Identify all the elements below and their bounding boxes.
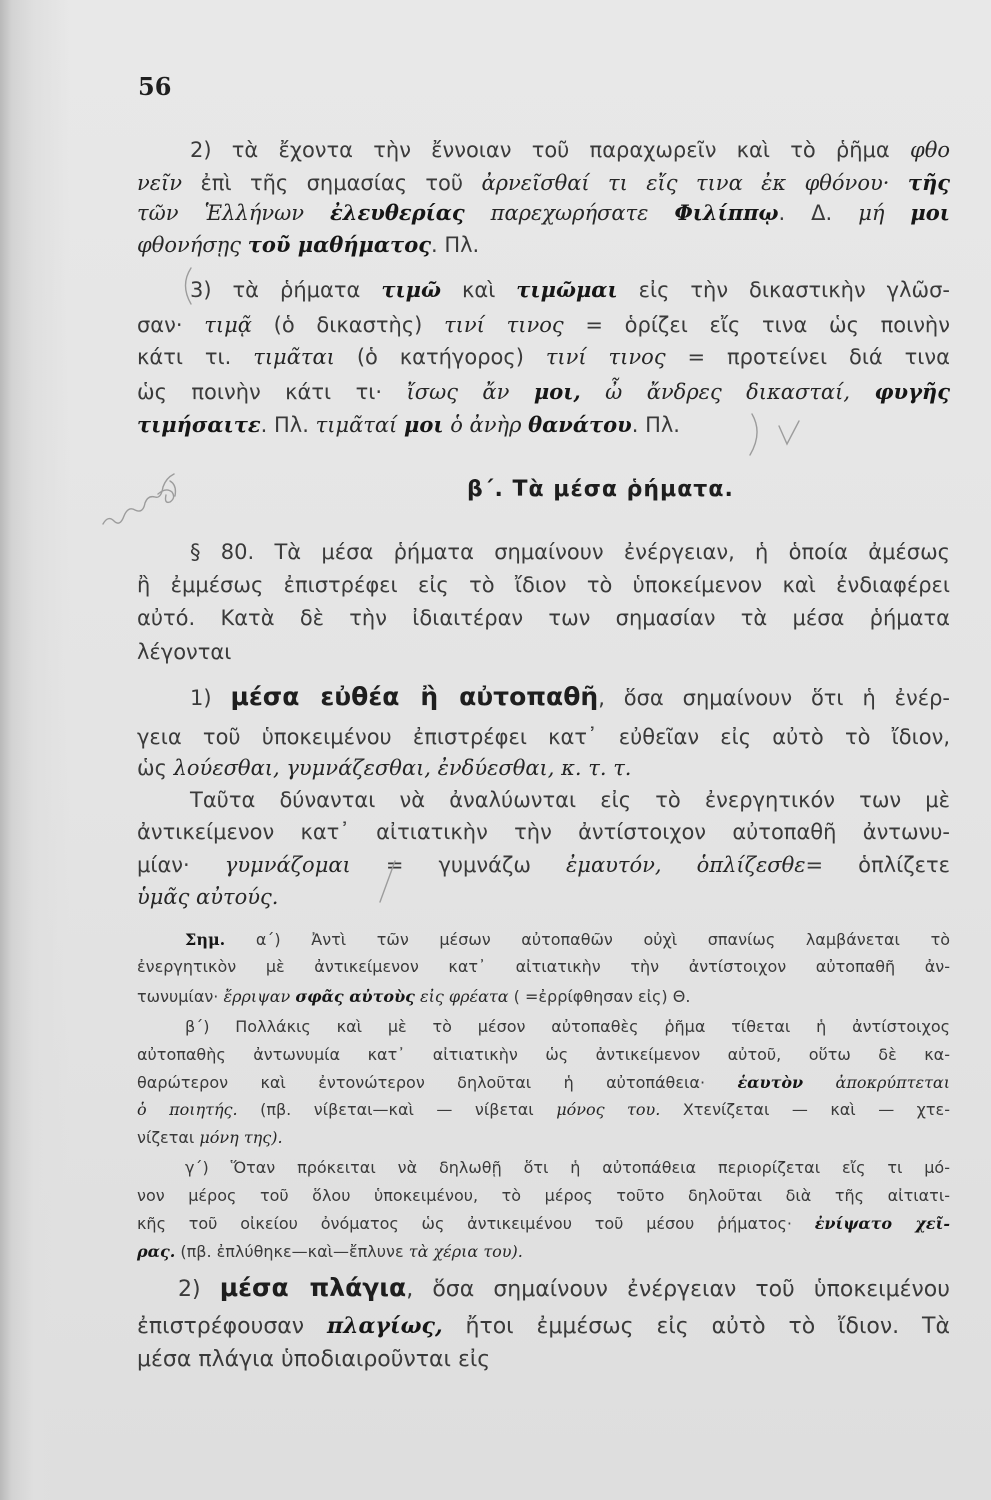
example-text: λούεσθαι, γυμνάζεσθαι, ἐνδύεσθαι, κ. τ. τ.	[173, 756, 632, 780]
analysis-line-3	[137, 850, 950, 880]
body-text: . Πλ.	[260, 413, 309, 437]
rule-2-line-4	[137, 230, 950, 260]
rule-3-line-4	[137, 377, 950, 407]
body-text: ἐπιστρέφουσαν	[137, 1314, 305, 1339]
body-text: τωνυμίαν·	[137, 987, 219, 1006]
body-text: ἤτοι ἐμμέσως εἰς αὐτὸ τὸ ἴδιον. Τὰ	[465, 1314, 950, 1339]
term-text: μέσα πλάγια	[219, 1273, 407, 1302]
emphasis-text: φυγῆς	[874, 379, 950, 404]
example-text: τιμᾷ	[204, 313, 252, 337]
body-text: . Δ.	[778, 201, 833, 225]
emphasis-text: μοι,	[533, 379, 581, 404]
emphasis-text: ἐλευθερίας	[330, 200, 465, 225]
body-text: εἰς τὴν δικαστικὴν γλῶσ-	[638, 278, 950, 302]
note-line-3	[137, 985, 950, 1009]
example-text: παρεχωρήσατε	[490, 201, 649, 225]
sec80-line-3: αὐτό. Κατὰ δὲ τὴν ἰδιαιτέραν των σημασίαν τὰ μέσα ῥήματα	[137, 606, 950, 630]
body-text: 3) τὰ ῥήματα	[190, 278, 361, 302]
rule-3-line-3	[137, 342, 950, 372]
body-text: , ὅσα σημαίνουν ὅτι ἡ ἐνέρ-	[598, 686, 950, 710]
example-text: μόνη της).	[199, 1128, 283, 1147]
body-text: (ὁ δικαστὴς)	[273, 313, 423, 337]
emphasis-text: μοι	[910, 200, 950, 225]
example-text: ἀρνεῖσθαί τι εἴς τινα ἐκ φθόνου·	[481, 171, 890, 195]
note-line-4: β΄) Πολλάκις καὶ μὲ τὸ μέσον αὐτοπαθὲς ῥῆμα τίθεται ἡ ἀντίστοιχος	[185, 1017, 950, 1036]
body-text: 2)	[178, 1277, 201, 1302]
section-heading: β΄. Τὰ μέσα ῥήματα.	[467, 477, 734, 502]
example-text: μή	[858, 201, 885, 225]
example-text: τινί τινος	[444, 313, 564, 337]
note-line-10: νον μέρος τοῦ ὅλου ὑποκειμένου, τὸ μέρος τοῦτο δηλοῦται διὰ τῆς αἰτιατι-	[137, 1186, 950, 1205]
oblique-middle-line-3: μέσα πλάγια ὑποδιαιροῦνται εἰς	[137, 1347, 491, 1372]
emphasis-text: ρας.	[137, 1242, 176, 1261]
emphasis-text: μοι	[403, 412, 444, 437]
emphasis-text: σφᾶς αὐτοὺς	[295, 987, 415, 1006]
emphasis-text: τιμῶμαι	[516, 277, 618, 302]
oblique-middle-line-2	[137, 1309, 950, 1344]
term-text: μέσα εὐθέα ἢ αὐτοπαθῆ	[230, 682, 599, 711]
body-text: α΄) Ἀντὶ τῶν μέσων αὐτοπαθῶν οὐχὶ σπανίως λαμβάνεται τὸ	[255, 930, 950, 949]
body-text: σαν·	[137, 313, 183, 337]
rule-3-line-5	[137, 410, 950, 440]
rule-2-line-2	[137, 168, 950, 198]
rule-3-line-1	[190, 275, 950, 305]
body-text: . Πλ.	[631, 413, 680, 437]
emphasis-text: Φιλίππῳ	[674, 200, 779, 225]
body-text: Χτενίζεται — καὶ — χτε-	[682, 1100, 950, 1119]
emphasis-text: τιμῶ	[381, 277, 441, 302]
note-line-2: ἐνεργητικὸν μὲ ἀντικείμενον κατ᾽ αἰτιατικὴν τὴν ἀντίστοιχον αὐτοπαθῆ ἀν-	[137, 957, 950, 976]
body-text: = προτείνει διά τινα	[687, 345, 950, 369]
body-text: (πβ. νίβεται—καὶ — νίβεται	[260, 1100, 534, 1119]
direct-middle-line-2: γεια τοῦ ὑποκειμένου ἐπιστρέφει κατ᾽ εὐθεῖαν εἰς αὐτὸ τὸ ἴδιον,	[137, 725, 950, 749]
example-text: τινί τινος	[545, 345, 666, 369]
note-line-9: γ΄) Ὅταν πρόκειται νὰ δηλωθῇ ὅτι ἡ αὐτοπάθεια περιορίζεται εἴς τι μό-	[185, 1158, 950, 1177]
example-text: ὁ ἀνὴρ	[450, 413, 522, 437]
direct-middle-line-3	[137, 753, 950, 783]
analysis-line-4	[137, 882, 950, 912]
body-text: (ὁ κατήγορος)	[356, 345, 524, 369]
sec80-line-1: § 80. Τὰ μέσα ῥήματα σημαίνουν ἐνέργειαν, ἡ ὁποία ἀμέσως	[190, 540, 950, 564]
example-text: φθο	[909, 138, 950, 162]
emphasis-text: θανάτου	[528, 412, 632, 437]
example-text: ἐμαυτόν, ὁπλίζεσθε	[566, 853, 806, 877]
body-text: = γυμνάζω	[385, 853, 531, 877]
note-line-12	[137, 1240, 950, 1264]
example-text: ὁ ποιητής.	[137, 1100, 238, 1119]
example-text: γυμνάζομαι	[224, 853, 351, 877]
example-text: ὦ ἄνδρες δικασταί,	[605, 380, 851, 404]
example-text: ἀποκρύπτεται	[835, 1073, 950, 1092]
example-text: τῶν Ἑλλήνων	[137, 201, 305, 225]
sec80-line-2: ἢ ἐμμέσως ἐπιστρέφει εἰς τὸ ἴδιον τὸ ὑποκείμενον καὶ ἐνδιαφέρει	[137, 573, 950, 597]
example-text: τιμᾶται	[253, 345, 335, 369]
body-text: 2) τὰ ἔχοντα τὴν ἔννοιαν τοῦ παραχωρεῖν καὶ τὸ ῥῆμα	[190, 138, 890, 162]
example-text: ἔρριψαν	[223, 987, 291, 1006]
example-text: ἴσως ἄν	[406, 380, 510, 404]
body-text: κάτι τι.	[137, 345, 232, 369]
note-line-8	[137, 1126, 950, 1150]
body-text: 1)	[190, 686, 212, 710]
emphasis-text: τοῦ μαθήματος	[247, 232, 431, 257]
example-text: μόνος του.	[556, 1100, 661, 1119]
analysis-line-1: Ταῦτα δύνανται νὰ ἀναλύωνται εἰς τὸ ἐνεργητικόν των μὲ	[190, 788, 950, 812]
note-line-11	[137, 1212, 950, 1236]
body-text: = ὁπλίζετε	[805, 853, 950, 877]
rule-2-line-3	[137, 198, 950, 228]
body-text: μίαν·	[137, 853, 190, 877]
note-line-1	[185, 928, 950, 952]
emphasis-text: ἑαυτὸν	[737, 1073, 804, 1092]
body-text: κῆς τοῦ οἰκείου ὀνόματος ὡς ἀντικειμένου τοῦ μέσου ῥήματος·	[137, 1214, 792, 1233]
body-text: ὡς	[137, 756, 167, 780]
body-text: ( =ἐρρίφθησαν εἰς) Θ.	[513, 987, 691, 1006]
pencil-scribble	[103, 474, 175, 524]
example-text: ὑμᾶς αὐτούς.	[137, 885, 279, 909]
sec80-line-4: λέγονται	[137, 640, 232, 664]
analysis-line-2: ἀντικείμενον κατ᾽ αἰτιατικὴν τὴν ἀντίστοιχον αὐτοπαθῆ ἀντωνυ-	[137, 820, 950, 844]
body-text: . Πλ.	[430, 233, 480, 257]
example-text: εἰς φρέατα	[420, 987, 509, 1006]
body-text: (πβ. ἐπλύθηκε—καὶ—ἔπλυνε	[180, 1242, 404, 1261]
body-text: ἐπὶ τῆς σημασίας τοῦ	[200, 171, 464, 195]
note-line-6	[137, 1071, 950, 1095]
example-text: φθονήσῃς	[137, 233, 242, 257]
note-line-5: αὐτοπαθὴς ἀντωνυμία κατ᾽ αἰτιατικὴν ὡς ἀντικείμενον αὐτοῦ, οὕτω δὲ κα-	[137, 1045, 950, 1064]
page-number: 56	[138, 72, 172, 101]
direct-middle-line-1	[190, 681, 950, 714]
example-text: τιμᾶταί	[315, 413, 398, 437]
emphasis-text: πλαγίως,	[326, 1313, 443, 1339]
emphasis-text: τιμήσαιτε	[137, 412, 261, 437]
body-text: νίζεται	[137, 1128, 195, 1147]
body-text: θαρώτερον καὶ ἐντονώτερον δηλοῦται ἡ αὐτοπάθεια·	[137, 1073, 706, 1092]
example-text: νεῖν	[137, 171, 183, 195]
body-text: = ὁρίζει εἴς τινα ὡς ποινὴν	[585, 313, 950, 337]
example-text: τὰ χέρια του).	[408, 1242, 523, 1261]
rule-3-line-2	[137, 310, 950, 340]
note-label: Σημ.	[185, 930, 226, 949]
body-text: ὡς ποινὴν κάτι τι·	[137, 380, 383, 404]
emphasis-text: ἐνίψατο χεῖ-	[814, 1214, 950, 1233]
body-text: , ὅσα σημαίνουν ἐνέργειαν τοῦ ὑποκειμένου	[406, 1277, 950, 1302]
oblique-middle-line-1	[178, 1271, 950, 1307]
body-text: καὶ	[461, 278, 496, 302]
rule-2-line-1	[190, 135, 950, 165]
note-line-7	[137, 1098, 950, 1122]
emphasis-text: τῆς	[907, 170, 951, 195]
